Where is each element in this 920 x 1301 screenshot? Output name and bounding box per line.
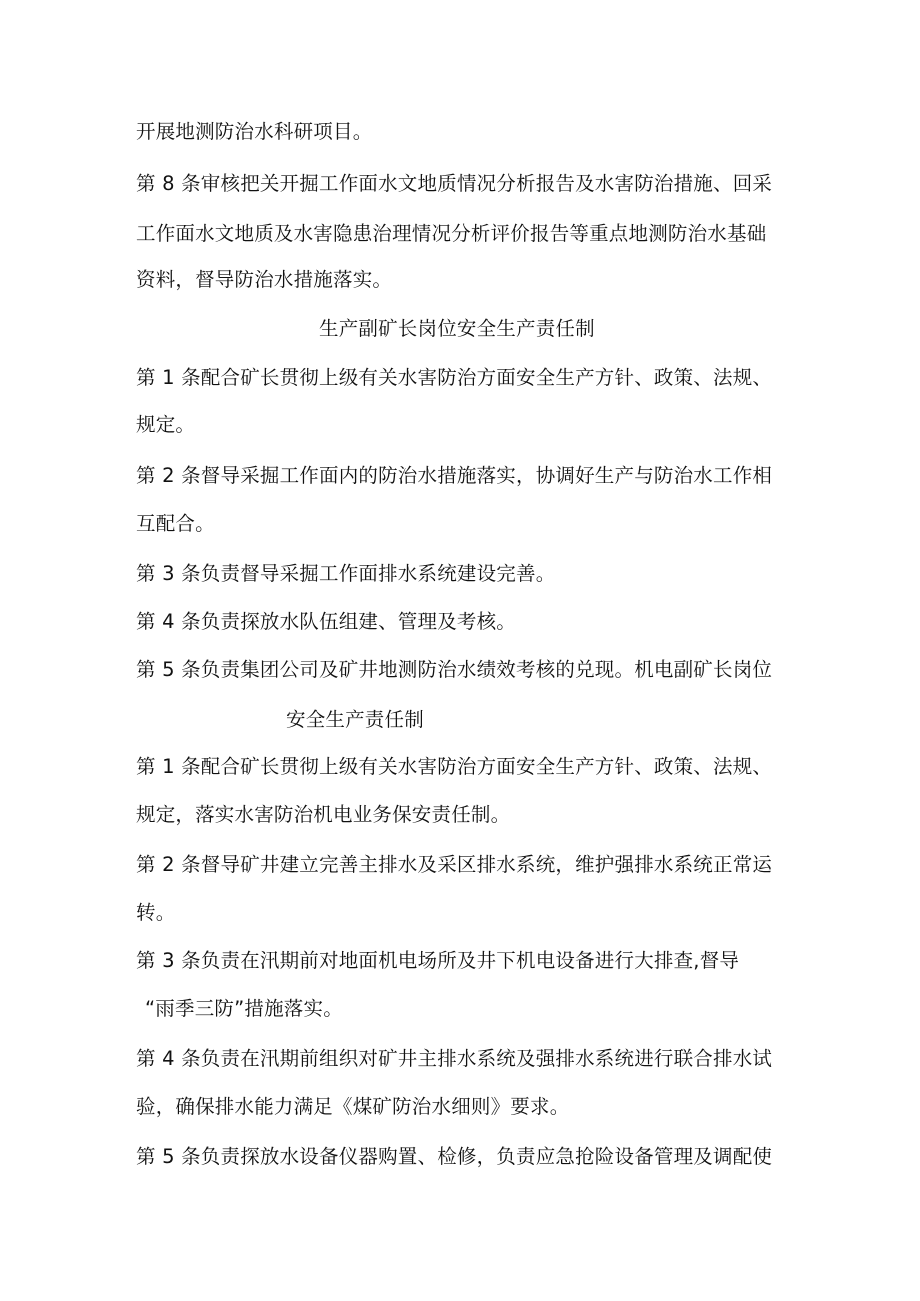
text-line: 第 3 条负责在汛期前对地面机电场所及井下机电设备进行大排查,督导 [136,949,740,972]
text-line: 第 2 条督导矿井建立完善主排水及采区排水系统，维护强排水系统正常运 [136,853,773,876]
text-line: 互配合。 [136,512,215,535]
text-line: 第 4 条负责探放水队伍组建、管理及考核。 [136,610,517,633]
text-line: 工作面水文地质及水害隐患治理情况分析评价报告等重点地测防治水基础 [136,222,767,245]
text-line: 第 5 条负责探放水设备仪器购置、检修，负责应急抢险设备管理及调配使 [136,1145,773,1168]
text-line: 验，确保排水能力满足《煤矿防治水细则》要求。 [136,1095,570,1118]
text-line: 资料，督导防治水措施落实。 [136,268,393,291]
text-line: 转。 [136,901,176,924]
text-line: 第 2 条督导采掘工作面内的防治水措施落实，协调好生产与防治水工作相 [136,464,773,487]
text-line: 第 8 条审核把关开掘工作面水文地质情况分析报告及水害防治措施、回采 [136,172,773,195]
text-line: 第 1 条配合矿长贯彻上级有关水害防治方面安全生产方针、政策、法规、 [136,755,773,778]
text-line: 第 4 条负责在汛期前组织对矿井主排水系统及强排水系统进行联合排水试 [136,1047,773,1070]
section-heading: 安全生产责任制 [286,708,424,731]
text-line: “雨季三防”措施落实。 [145,997,343,1020]
text-line: 开展地测防治水科研项目。 [136,120,373,143]
text-line: 第 5 条负责集团公司及矿井地测防治水绩效考核的兑现。机电副矿长岗位 [136,658,773,681]
text-line: 规定。 [136,413,196,436]
text-line: 第 1 条配合矿长贯彻上级有关水害防治方面安全生产方针、政策、法规、 [136,366,773,389]
section-heading: 生产副矿长岗位安全生产责任制 [319,317,595,340]
text-line: 第 3 条负责督导采掘工作面排水系统建设完善。 [136,562,556,585]
text-line: 规定，落实水害防治机电业务保安责任制。 [136,803,511,826]
